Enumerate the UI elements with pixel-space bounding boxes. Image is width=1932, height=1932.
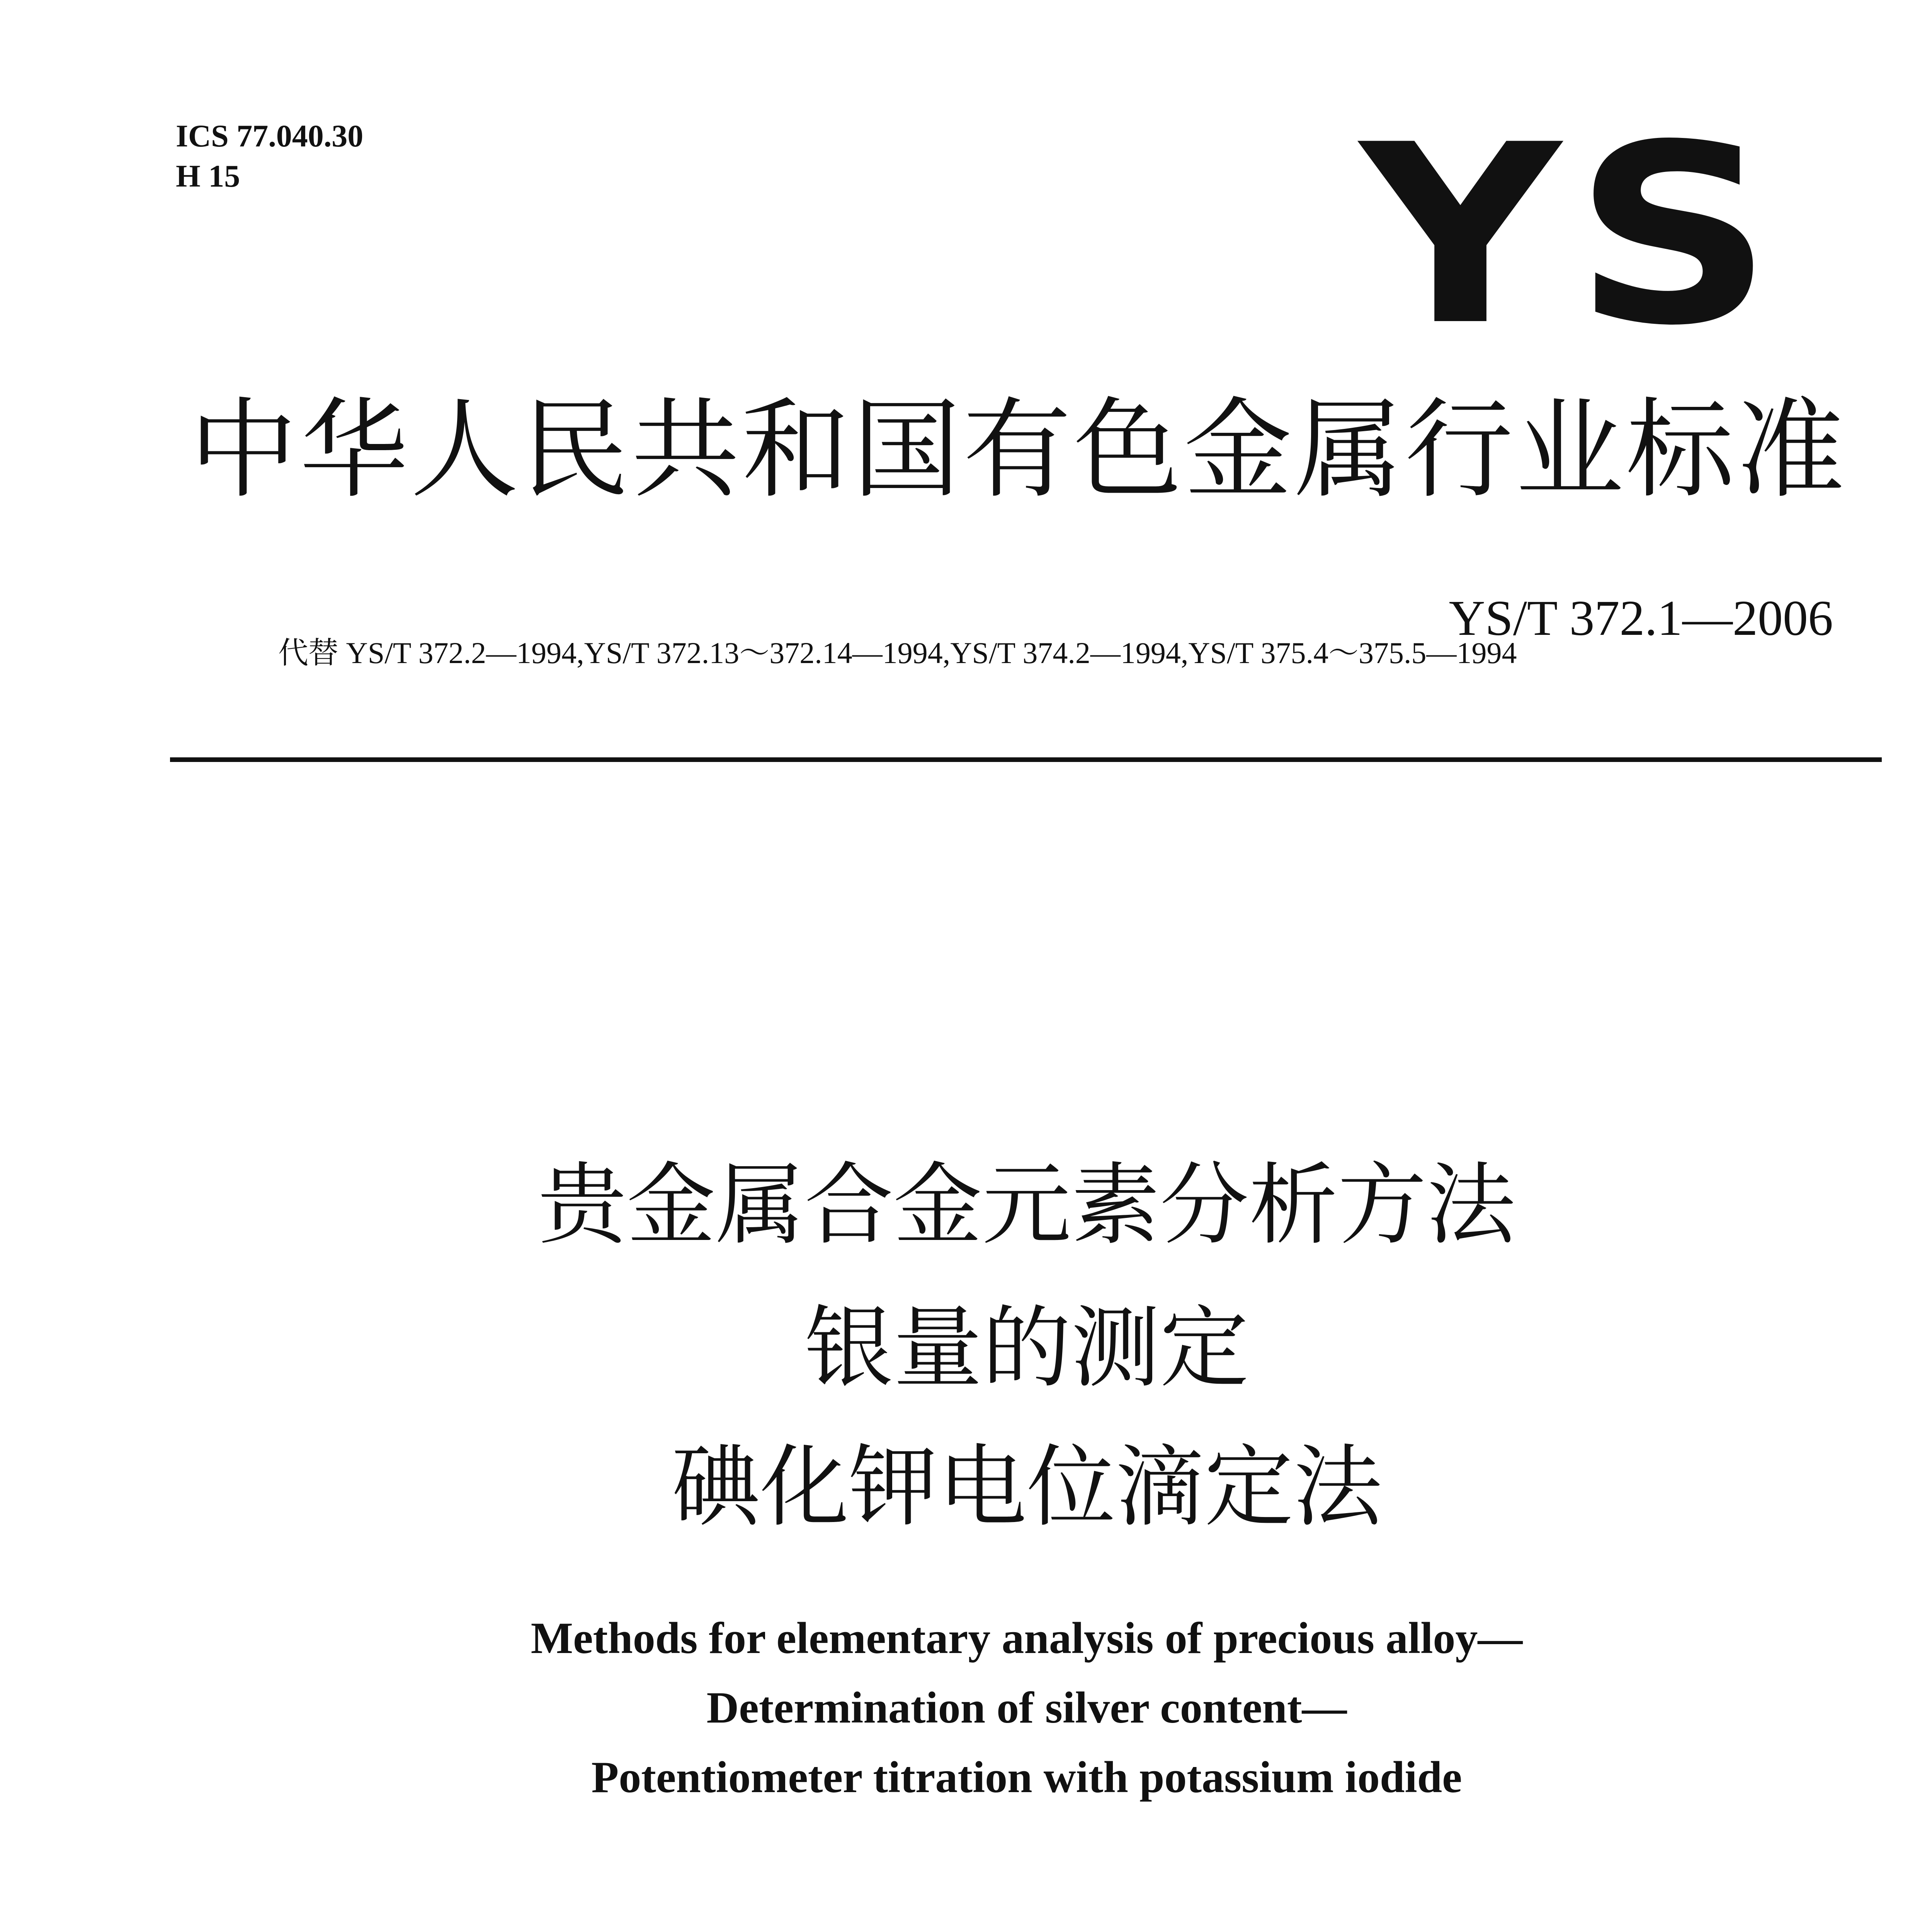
en-title-line-1: Methods for elementary analysis of precious alloy—	[531, 1614, 1523, 1663]
cn-title-line-1: 贵金属合金元素分析方法	[537, 1154, 1515, 1257]
ics-code: ICS 77.040.30	[176, 118, 364, 153]
cn-title-line-3: 碘化钾电位滴定法	[671, 1436, 1382, 1539]
cn-title-line-2: 银量的测定	[804, 1297, 1249, 1400]
header-divider	[170, 757, 1882, 762]
en-title-line-3: Potentiometer titration with potassium iodide	[591, 1753, 1462, 1802]
ccs-code: H 15	[176, 158, 240, 194]
standard-type-heading: 中华人民共和国有色金属行业标准	[189, 387, 1847, 513]
standard-number: YS/T 372.1—2006	[1449, 590, 1833, 646]
classification-block	[176, 116, 363, 196]
en-title-line-2: Determination of silver content—	[706, 1683, 1347, 1733]
replaces-line: 代替 YS/T 372.2—1994,YS/T 372.13～372.14—1994,YS/T 374.2—1994,YS/T 375.4～375.5—1994	[278, 636, 1517, 670]
ys-logo: YS	[1360, 92, 1786, 379]
